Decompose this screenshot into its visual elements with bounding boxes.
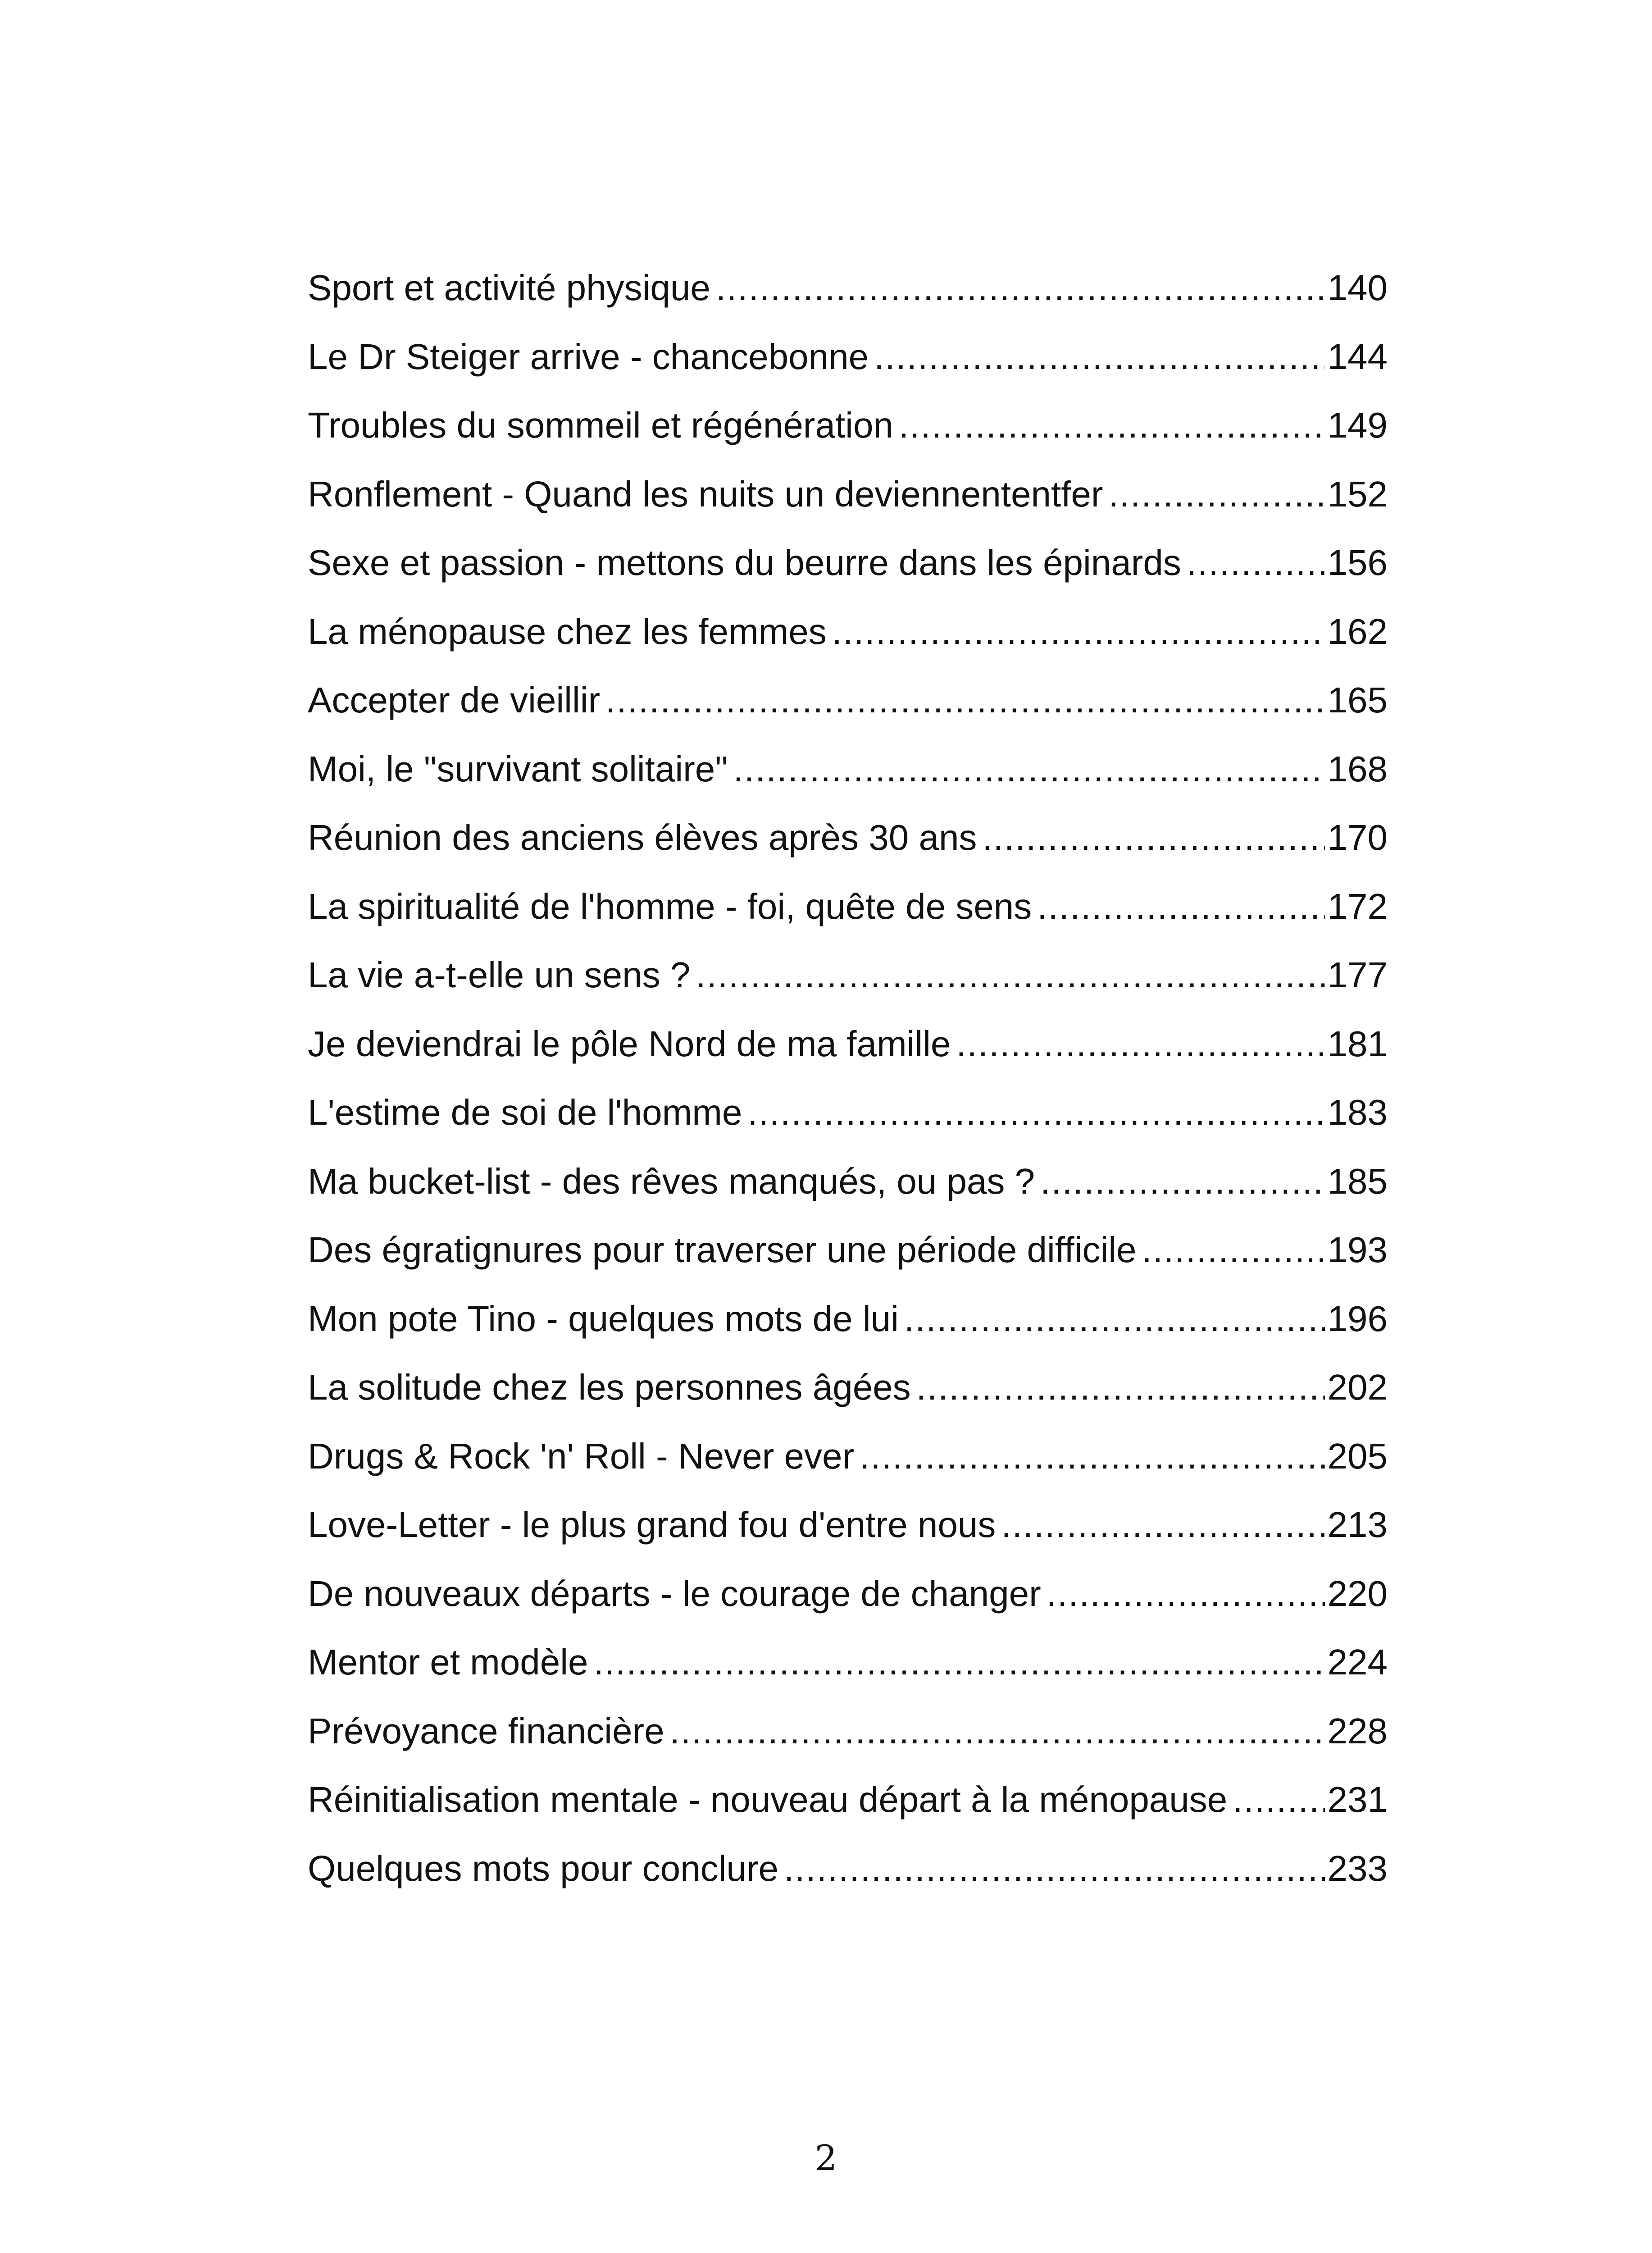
toc-entry — [308, 803, 1388, 872]
toc-entry — [308, 323, 1388, 392]
toc-entry — [308, 1010, 1388, 1079]
toc-dot-leader — [696, 941, 1324, 1010]
toc-dot-leader — [716, 254, 1325, 323]
toc-entry-title: Réunion des anciens élèves après 30 ans — [308, 817, 977, 857]
toc-entry-page: 228 — [1327, 1710, 1388, 1751]
toc-entry-title: Moi, le "survivant solitaire" — [308, 748, 728, 789]
toc-entry — [308, 666, 1388, 735]
toc-entry — [308, 1834, 1388, 1903]
toc-entry-title: Drugs & Rock 'n' Roll - Never ever — [308, 1436, 855, 1476]
toc-entry — [308, 1765, 1388, 1834]
toc-entry — [308, 1560, 1388, 1628]
toc-entry-title: L'estime de soi de l'homme — [308, 1092, 742, 1132]
toc-dot-leader — [1001, 1491, 1324, 1560]
toc-dot-leader — [956, 1010, 1324, 1079]
toc-entry-page: 149 — [1327, 405, 1388, 445]
toc-entry-page: 193 — [1327, 1230, 1388, 1270]
toc-dot-leader — [1142, 1216, 1325, 1285]
toc-entry — [308, 941, 1388, 1010]
toc-dot-leader — [874, 323, 1324, 392]
toc-entry — [308, 1147, 1388, 1216]
toc-entry-page: 183 — [1327, 1092, 1388, 1132]
toc-dot-leader — [733, 735, 1325, 804]
toc-entry — [308, 1353, 1388, 1422]
toc-entry-page: 181 — [1327, 1023, 1388, 1064]
toc-entry-page: 224 — [1327, 1642, 1388, 1682]
toc-entry-page: 172 — [1327, 886, 1388, 926]
toc-entry-title: Sexe et passion - mettons du beurre dans les épinards — [308, 543, 1181, 583]
toc-dot-leader — [784, 1834, 1325, 1903]
toc-entry-page: 162 — [1327, 611, 1388, 652]
toc-entry-page: 152 — [1327, 474, 1388, 514]
toc-entry-page: 213 — [1327, 1505, 1388, 1545]
toc-entry-title: Ma bucket-list - des rêves manqués, ou pas ? — [308, 1161, 1035, 1201]
toc-entry-title: La solitude chez les personnes âgées — [308, 1367, 911, 1407]
toc-entry — [308, 460, 1388, 529]
toc-entry-title: Mon pote Tino - quelques mots de lui — [308, 1298, 899, 1339]
toc-dot-leader — [670, 1697, 1325, 1766]
toc-dot-leader — [1037, 872, 1324, 941]
toc-entry-title: Love-Letter - le plus grand fou d'entre nous — [308, 1505, 996, 1545]
table-of-contents — [308, 254, 1388, 1903]
toc-entry-page: 168 — [1327, 748, 1388, 789]
toc-entry-title: Des égratignures pour traverser une période difficile — [308, 1230, 1137, 1270]
toc-entry-title: Réinitialisation mentale - nouveau départ à la ménopause — [308, 1779, 1228, 1820]
toc-entry-title: De nouveaux départs - le courage de changer — [308, 1573, 1041, 1614]
toc-entry — [308, 735, 1388, 804]
toc-entry — [308, 1491, 1388, 1560]
toc-entry-page: 220 — [1327, 1573, 1388, 1614]
toc-entry — [308, 1628, 1388, 1697]
toc-dot-leader — [605, 666, 1324, 735]
toc-dot-leader — [1233, 1765, 1324, 1834]
toc-dot-leader — [832, 597, 1325, 666]
page-number: 2 — [815, 2138, 837, 2179]
toc-entry-page: 202 — [1327, 1367, 1388, 1407]
toc-entry-page: 177 — [1327, 955, 1388, 995]
toc-entry-title: Troubles du sommeil et régénération — [308, 405, 893, 445]
toc-dot-leader — [860, 1422, 1324, 1491]
toc-dot-leader — [1047, 1560, 1325, 1628]
toc-entry-page: 185 — [1327, 1161, 1388, 1201]
toc-entry-title: Le Dr Steiger arrive - chancebonne — [308, 336, 869, 377]
toc-entry — [308, 391, 1388, 460]
toc-entry — [308, 1078, 1388, 1147]
toc-entry-title: La vie a-t-elle un sens ? — [308, 955, 691, 995]
toc-entry — [308, 254, 1388, 323]
toc-dot-leader — [916, 1353, 1325, 1422]
toc-entry-title: Quelques mots pour conclure — [308, 1848, 778, 1888]
toc-entry-title: Sport et activité physique — [308, 268, 710, 308]
toc-dot-leader — [904, 1285, 1325, 1354]
toc-entry-page: 156 — [1327, 543, 1388, 583]
toc-entry-title: La ménopause chez les femmes — [308, 611, 827, 652]
toc-entry-page: 205 — [1327, 1436, 1388, 1476]
toc-entry-page: 231 — [1327, 1779, 1388, 1820]
toc-entry-title: Je deviendrai le pôle Nord de ma famille — [308, 1023, 951, 1064]
toc-entry-page: 233 — [1327, 1848, 1388, 1888]
toc-entry-page: 140 — [1327, 268, 1388, 308]
toc-dot-leader — [982, 803, 1324, 872]
toc-entry-page: 144 — [1327, 336, 1388, 377]
toc-entry-page: 170 — [1327, 817, 1388, 857]
toc-entry-title: Accepter de vieillir — [308, 680, 601, 720]
toc-entry — [308, 1697, 1388, 1766]
toc-dot-leader — [1187, 529, 1325, 597]
toc-entry-title: Ronflement - Quand les nuits un deviennententfer — [308, 474, 1103, 514]
toc-entry — [308, 597, 1388, 666]
toc-entry — [308, 529, 1388, 597]
toc-entry-title: La spiritualité de l'homme - foi, quête de sens — [308, 886, 1032, 926]
toc-entry — [308, 1285, 1388, 1354]
toc-entry-page: 165 — [1327, 680, 1388, 720]
toc-dot-leader — [1109, 460, 1325, 529]
toc-entry — [308, 872, 1388, 941]
toc-dot-leader — [747, 1078, 1324, 1147]
toc-entry — [308, 1216, 1388, 1285]
toc-dot-leader — [1040, 1147, 1324, 1216]
toc-entry-page: 196 — [1327, 1298, 1388, 1339]
toc-dot-leader — [594, 1628, 1325, 1697]
toc-entry — [308, 1422, 1388, 1491]
toc-entry-title: Prévoyance financière — [308, 1710, 664, 1751]
toc-dot-leader — [899, 391, 1325, 460]
toc-entry-title: Mentor et modèle — [308, 1642, 588, 1682]
